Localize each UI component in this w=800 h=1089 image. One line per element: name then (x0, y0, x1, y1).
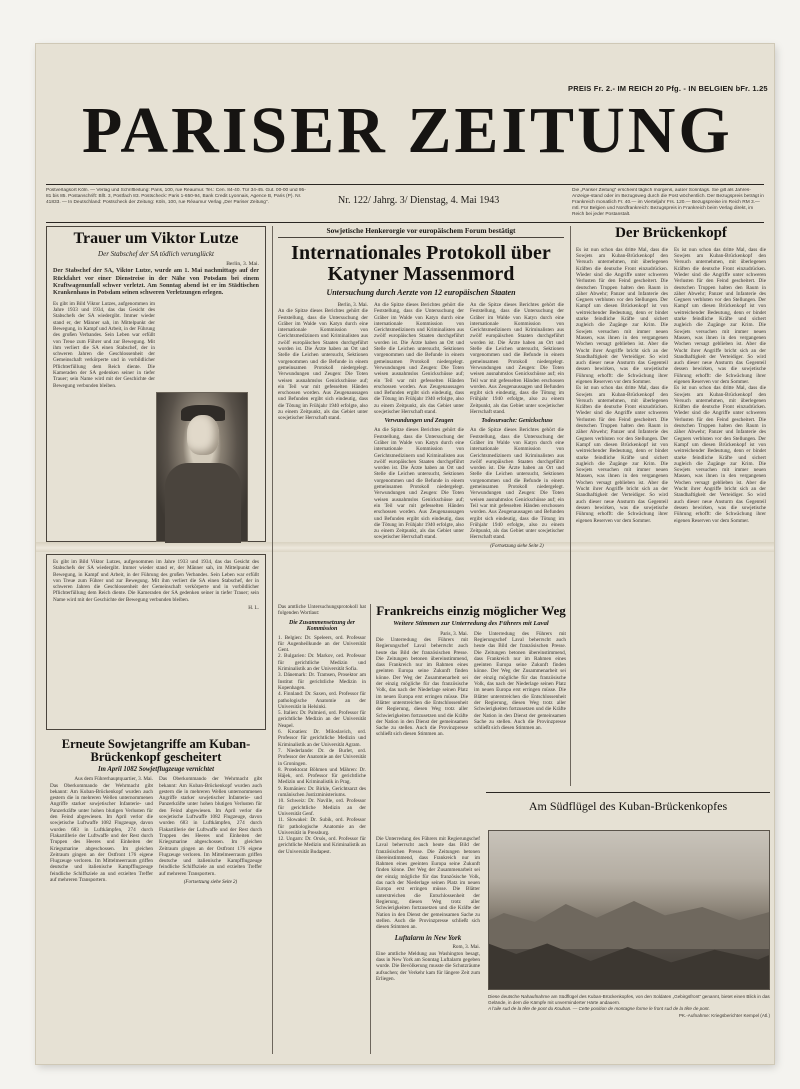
article-luftalarm (376, 836, 480, 1054)
member-5: 5. Italien: Dr. Palmieri, ord. Professor für gerichtliche Medizin an der Universität Neapel. (278, 710, 366, 729)
member-2: 2. Bulgarien: Dr. Markov, ord. Professor für gerichtliche Medizin und Kriminalistik an der Universität Sofia. (278, 653, 366, 673)
issue-line: Nr. 122/ Jahrg. 3/ Dienstag, 4. Mai 1943 (338, 195, 500, 206)
photo-headline: Am Südflügel des Kuban-Brückenkopfes (528, 799, 728, 813)
katyn-body-5: An die Spitze dieses Berichtes gehört die Feststellung, dass die Untersuchung der Gräber im Walde von Katyn durch eine internationale Kommission von Gerichtsmedizinern und Kriminalisten aus zwölf europäischen Staaten durchgeführt worden ist. Die Ärzte haben an Ort und Stelle die Leichen untersucht, Sektionen vorgenommen und die Befunde in einem gemeinsamen Protokoll niedergelegt. Verwundungen und Zeugen: Die Toten weisen ausnahmslos Genickschüsse auf; ein Teil war mit gefesselten Händen erschossen worden. Aus Zeugenaussagen und Befunden ergibt sich eindeutig, dass die Tötung im Frühjahr 1940 erfolgte, also zu einem Zeitpunkt, als das Gebiet unter sowjetischer Herrschaft stand. (470, 427, 564, 541)
column-rule-1 (272, 226, 273, 1054)
france-body-2: Die Unterredung des Führers mit Regierungschef Laval beherrscht auch heute das Bild der französischen Presse. Die Zeitungen betonen übereinstimmend, dass Frankreich nur im Rahmen eines geeinten Europa seine Zukunft finden könne. Der Weg der Zusammenarbeit sei der einzig mögliche für das französische Volk, das nach der Niederlage seinen Platz im neuen Europa erst erringen müsse. Die Blätter unterstreichen die Entschlossenheit der Regierung, diesen Weg trotz aller Schwierigkeiten fortzusetzen und die Kräfte der Nation in den Dienst der gemeinsamen Sache zu stellen. Auch die Provinzpresse schließt sich diesen Stimmen an. (474, 630, 566, 732)
masthead-title: PARISER ZEITUNG (82, 94, 733, 167)
bridgehead-col-1 (576, 247, 668, 524)
member-11: 11. Slowakei: Dr. Subik, ord. Professor für pathologische Anatomie an der Universität in Pressburg. (278, 817, 366, 836)
photo-caption-fr: A l'aile sud de la tête de pont du Kouban. — Cette position de montagne forme le front sud de la tête de pont. (488, 1006, 710, 1012)
price-line: PREIS Fr. 2.- IM REICH 20 Pfg. - IN BELGIEN bFr. 1.25 (568, 84, 768, 93)
editorial-note: Die „Pariser Zeitung“ erscheint täglich morgens, außer Sonntags. Sie gilt als Jahres-Anzeige-stand oder im Bezugsweg durch die Post wöchentlich. Der Bezugspreis beträgt in Frankreich monatlich Fr. 40.— im Vierteljahr Frs. 120.— Bezugspreise im Reich RM 3.— mtl. Für Belgien und Nordfrankreich: Bezugspreis in Frankreich beim Verlag direkt, im Reich bei jeder Postanstalt. (572, 188, 764, 217)
lutze-signature: H. L. (248, 605, 259, 612)
kuban-body: Das Oberkommando der Wehrmacht gibt bekannt: Am Kuban-Brückenkopf wurden auch gestern die in mehreren Wellen unternommenen Angriffe starker sowjetischer Infanterie- und Panzerkräfte unter hohen blutigen Verlusten für den Feind abgewiesen. Im April verlor die sowjetische Luftwaffe 1082 Flugzeuge, davon wurden 683 in Luftkämpfen, 274 durch Flakartillerie der Luftwaffe und der Rest durch Truppen des Heeres und Einheiten der Kriegsmarine abgeschossen. Im gleichen Zeitraum gingen an der Ostfront 176 eigene Flugzeuge verloren. Im Mittelmeerraum griffen deutsche und italienische Kampfflugzeuge feindliche Schiffsziele an und erzielten Treffer auf mehreren Transportern. (50, 782, 153, 883)
lutze-headline: Trauer um Viktor Lutze (73, 230, 239, 247)
katyn-col-1 (278, 302, 368, 549)
photo-caption-de: Diese deutsche Nahaufnahme am Südflügel des Kuban-Brückenkopfes, von den Soldaten „Gebirgsfront“ genannt, bietet einen Blick in das Gelände, in dem die Kämpfe mit unverminderter Härte andauern. (488, 994, 770, 1005)
member-12: 12. Ungarn: Dr. Orsós, ord. Professor für gerichtliche Medizin und Kriminalistik an der Universität Budapest. (278, 836, 366, 855)
bridgehead-columns (576, 247, 766, 524)
member-3: 3. Dänemark: Dr. Tramsen, Prosektor am Institut für gerichtliche Medizin in Kopenhagen. (278, 672, 366, 691)
member-7: 7. Niederlande: Dr. de Burlet, ord. Professor der Anatomie an der Universität in Groningen. (278, 747, 366, 767)
katyn-see-page: (Fortsetzung siehe Seite 2) (490, 543, 544, 549)
france-columns (376, 631, 566, 738)
bridgehead-body-2: Es ist nun schon das dritte Mal, dass die Sowjets am Kuban-Brückenkopf den Versuch unternehmen, mit überlegenen Kräften die deutsche Front einzudrücken. Wieder sind die Angriffe unter schweren Verlusten für den Feind gescheitert. Die deutschen Truppen halten den Raum in zäher Abwehr; Panzer und Infanterie des Gegners verbluten vor den Stellungen. Der Kampf um diesen Brückenkopf ist von weitreichender Bedeutung, denn er bindet starke feindliche Kräfte und sichert zugleich die Zugänge zur Krim. Die Sowjets versuchen mit immer neuen Massen, was ihnen in den vergangenen Wochen versagt geblieben ist. Aber die Wucht ihrer Angriffe bricht sich an der Standhaftigkeit der Verteidiger. So wird auch dieser neue Ansturm das Gegenteil dessen bewirken, was die sowjetische Führung erhofft: die Schwächung ihrer eigenen Reserven vor dem Sommer. (576, 385, 668, 524)
lutze-dateline: Berlin, 3. Mai. (226, 260, 259, 267)
katyn-kicker: Untersuchung durch Aerzte von 12 europäischen Staaten (326, 288, 516, 297)
member-9: 9. Rumänien: Dr. Birkle, Gerichtsarzt des rumänischen Justizministeriums. (278, 785, 366, 799)
member-4: 4. Finnland: Dr. Saxen, ord. Professor für pathologische Anatomie an der Universität in Helsinki. (278, 691, 366, 710)
kuban-body-2: Das Oberkommando der Wehrmacht gibt bekannt: Am Kuban-Brückenkopf wurden auch gestern die in mehreren Wellen unternommenen Angriffe starker sowjetischer Infanterie- und Panzerkräfte unter hohen blutigen Verlusten für den Feind abgewiesen. Im April verlor die sowjetische Luftwaffe 1082 Flugzeuge, davon wurden 683 in Luftkämpfen, 274 durch Flakartillerie der Luftwaffe und der Rest durch Truppen des Heeres und Einheiten der Kriegsmarine abgeschossen. Im gleichen Zeitraum gingen an der Ostfront 176 eigene Flugzeuge verloren. Im Mittelmeerraum griffen deutsche und italienische Kampfflugzeuge feindliche Schiffsziele an und erzielten Treffer auf mehreren Transportern. (159, 776, 262, 877)
protocol-members (278, 604, 366, 1054)
kuban-see-page: (Fortsetzung siehe Seite 2) (183, 880, 238, 885)
portrait-face (187, 415, 219, 455)
protocol-intro: Das amtliche Untersuchungsprotokoll hat folgenden Wortlaut: (278, 604, 366, 617)
katyn-body-3: An die Spitze dieses Berichtes gehört die Feststellung, dass die Untersuchung der Gräber im Walde von Katyn durch eine internationale Kommission von Gerichtsmedizinern und Kriminalisten aus zwölf europäischen Staaten durchgeführt worden ist. Die Ärzte haben an Ort und Stelle die Leichen untersucht, Sektionen vorgenommen und die Befunde in einem gemeinsamen Protokoll niedergelegt. Verwundungen und Zeugen: Die Toten weisen ausnahmslos Genickschüsse auf; ein Teil war mit gefesselten Händen erschossen worden. Aus Zeugenaussagen und Befunden ergibt sich eindeutig, dass die Tötung im Frühjahr 1940 erfolgte, also zu einem Zeitpunkt, als das Gebiet unter sowjetischer Herrschaft stand. (374, 427, 464, 541)
lutze-continued (46, 554, 266, 730)
france-headline: Frankreichs einzig möglicher Weg (376, 604, 566, 618)
lutze-portrait-photo (156, 392, 248, 542)
bridgehead-body-4: Es ist nun schon das dritte Mal, dass die Sowjets am Kuban-Brückenkopf den Versuch unternehmen, mit überlegenen Kräften die deutsche Front einzudrücken. Wieder sind die Angriffe unter schweren Verlusten für den Feind gescheitert. Die deutschen Truppen halten den Raum in zäher Abwehr; Panzer und Infanterie des Gegners verbluten vor den Stellungen. Der Kampf um diesen Brückenkopf ist von weitreichender Bedeutung, denn er bindet starke feindliche Kräfte und sichert zugleich die Zugänge zur Krim. Die Sowjets versuchen mit immer neuen Massen, was ihnen in den vergangenen Wochen versagt geblieben ist. Aber die Wucht ihrer Angriffe bricht sich an der Standhaftigkeit der Verteidiger. So wird auch dieser neue Ansturm das Gegenteil dessen bewirken, was die sowjetische Führung erhofft: die Schwächung ihrer eigenen Reserven vor dem Sommer. (674, 385, 766, 524)
bridgehead-headline: Der Brückenkopf (615, 226, 727, 241)
mountain-landscape-photo (488, 830, 770, 990)
photo-ridge-far (488, 889, 770, 949)
kuban-kicker: Im April 1082 Sowjetflugzeuge vernichtet (97, 766, 215, 774)
masthead-rule (46, 184, 764, 185)
article-bridgehead (576, 226, 766, 786)
portrait-coat (165, 463, 241, 543)
katyn-body-2: An die Spitze dieses Berichtes gehört die Feststellung, dass die Untersuchung der Gräber im Walde von Katyn durch eine internationale Kommission von Gerichtsmedizinern und Kriminalisten aus zwölf europäischen Staaten durchgeführt worden ist. Die Ärzte haben an Ort und Stelle die Leichen untersucht, Sektionen vorgenommen und die Befunde in einem gemeinsamen Protokoll niedergelegt. Verwundungen und Zeugen: Die Toten weisen ausnahmslos Genickschüsse auf; ein Teil war mit gefesselten Händen erschossen worden. Aus Zeugenaussagen und Befunden ergibt sich eindeutig, dass die Tötung im Frühjahr 1940 erfolgte, also zu einem Zeitpunkt, als das Gebiet unter sowjetischer Herrschaft stand. (374, 302, 464, 416)
katyn-subhead-2: Todesursache: Genickschuss (481, 418, 553, 425)
publisher-info: Postverlagsort Köln. — Verlag und Schriftleitung: Paris, 100, rue Réaumur. Tel.: Cen. 84-40. Tür 34-45. Gut. 00-00 und 95-81 bis 85. Postanschrift: Bllt. 3, Postfach 83. Postscheck: Paris 1-650-94, Bank Credit Lyonnais, Agence B, Paris (P). Nr. 41833. — In Deutschland: Postscheck der Zeitung: Köln, 100, rue Réaumur Verlag „Der Pariser Zeitung“. (46, 188, 306, 205)
kuban-col-1 (50, 776, 153, 885)
france-body: Die Unterredung des Führers mit Regierungschef Laval beherrscht auch heute das Bild der französischen Presse. Die Zeitungen betonen übereinstimmend, dass Frankreich nur im Rahmen eines geeinten Europa seine Zukunft finden könne. Der Weg der Zusammenarbeit sei der einzig mögliche für das französische Volk, das nach der Niederlage seinen Platz im neuen Europa erst erringen müsse. Die Blätter unterstreichen die Entschlossenheit der Regierung, diesen Weg trotz aller Schwierigkeiten fortzusetzen und die Kräfte der Nation in den Dienst der gemeinsamen Sache zu stellen. Auch die Provinzpresse schließt sich diesen Stimmen an. (376, 636, 468, 738)
france-col-1 (376, 631, 468, 738)
column-rule-2 (370, 604, 371, 1054)
bridgehead-body-3: Es ist nun schon das dritte Mal, dass die Sowjets am Kuban-Brückenkopf den Versuch unternehmen, mit überlegenen Kräften die deutsche Front einzudrücken. Wieder sind die Angriffe unter schweren Verlusten für den Feind gescheitert. Die deutschen Truppen halten den Raum in zäher Abwehr; Panzer und Infanterie des Gegners verbluten vor den Stellungen. Der Kampf um diesen Brückenkopf ist von weitreichender Bedeutung, denn er bindet starke feindliche Kräfte und sichert zugleich die Zugänge zur Krim. Die Sowjets versuchen mit immer neuen Massen, was ihnen in den vergangenen Wochen versagt geblieben ist. Aber die Wucht ihrer Angriffe bricht sich an der Standhaftigkeit der Verteidiger. So wird auch dieser neue Ansturm das Gegenteil dessen bewirken, was die sowjetische Führung erhofft: die Schwächung ihrer eigenen Reserven vor dem Sommer. (674, 246, 766, 385)
katyn-body-4: An die Spitze dieses Berichtes gehört die Feststellung, dass die Untersuchung der Gräber im Walde von Katyn durch eine internationale Kommission von Gerichtsmedizinern und Kriminalisten aus zwölf europäischen Staaten durchgeführt worden ist. Die Ärzte haben an Ort und Stelle die Leichen untersucht, Sektionen vorgenommen und die Befunde in einem gemeinsamen Protokoll niedergelegt. Verwundungen und Zeugen: Die Toten weisen ausnahmslos Genickschüsse auf; ein Teil war mit gefesselten Händen erschossen worden. Aus Zeugenaussagen und Befunden ergibt sich eindeutig, dass die Tötung im Frühjahr 1940 erfolgte, also zu einem Zeitpunkt, als das Gebiet unter sowjetischer Herrschaft stand. (470, 302, 564, 416)
katyn-kicker-top: Sowjetische Henkerorgie vor europäischem Forum bestätigt (278, 226, 564, 238)
photo-top-rule (486, 792, 770, 793)
katyn-col-2 (374, 302, 464, 549)
katyn-headline: Internationales Protokoll über Katyner Massenmord (291, 242, 551, 285)
kuban-dateline: Aus dem Führerhauptquartier, 3. Mai. (74, 776, 153, 783)
luftalarm-headline: Luftalarm in New York (394, 934, 462, 943)
katyn-columns (278, 302, 564, 549)
header-rule (46, 222, 764, 223)
france-kicker: Weitere Stimmen zur Unterredung des Führers mit Laval (393, 619, 549, 627)
kuban-col-2 (159, 776, 262, 885)
photo-credit: PK.-Aufnahme: Kriegsberichter Kempel (Atl.) (678, 1012, 770, 1018)
article-kuban (46, 736, 266, 1054)
lutze-body: Es gibt im Bild Viktor Lutzes, aufgenommen im Jahre 1933 und 1934, das das Gesicht des Stabschefs der SA wiedergibt. Immer wieder stand er, der Männer sah, im Mittelpunkt der Bewegung, in Kampf und Arbeit, in der Führung des großen Verbandes. Sein Leben war erfüllt von Treue zum Führer und zur Bewegung. Mit ihm verliert die SA einen Stabschef, der in schweren Jahren die Geschlossenheit der Gemeinschaft verkörperte und in vorbildlicher Pflichterfüllung dem Reich diente. Die Kameraden der SA gedenken seiner in tiefer Trauer; sein Name wird mit der Geschichte der Bewegung verbunden bleiben. (53, 300, 155, 389)
lutze-body-continued: Es gibt im Bild Viktor Lutzes, aufgenommen im Jahre 1933 und 1934, das das Gesicht des Stabschefs der SA wiedergibt. Immer wieder stand er, der Männer sah, im Mittelpunkt der Bewegung, in Kampf und Arbeit, in der Führung des großen Verbandes. Sein Leben war erfüllt von Treue zum Führer und zur Bewegung. Mit ihm verliert die SA einen Stabschef, der in schweren Jahren die Geschlossenheit der Gemeinschaft verkörperte und in vorbildlicher Pflichterfüllung dem Reich diente. Die Kameraden der SA gedenken seiner in tiefer Trauer; sein Name wird mit der Geschichte der Bewegung verbunden bleiben. (53, 559, 259, 603)
kuban-headline: Erneute Sowjetangriffe am Kuban-Brückenkopf gescheitert (61, 737, 251, 765)
member-6: 6. Kroatien: Dr. Miloslavich, ord. Professor für gerichtliche Medizin und Kriminalistik an der Universität Agram. (278, 729, 366, 748)
lutze-kicker: Der Stabschef der SA tödlich verunglückt (98, 249, 214, 258)
photo-caption (488, 994, 770, 1052)
luftalarm-dateline: Rom, 3. Mai. (452, 944, 480, 951)
katyn-body: An die Spitze dieses Berichtes gehört die Feststellung, dass die Untersuchung der Gräber im Walde von Katyn durch eine internationale Kommission von Gerichtsmedizinern und Kriminalisten aus zwölf europäischen Staaten durchgeführt worden ist. Die Ärzte haben an Ort und Stelle die Leichen untersucht, Sektionen vorgenommen und die Befunde in einem gemeinsamen Protokoll niedergelegt. Verwundungen und Zeugen: Die Toten weisen ausnahmslos Genickschüsse auf; ein Teil war mit gefesselten Händen erschossen worden. Aus Zeugenaussagen und Befunden ergibt sich eindeutig, dass die Tötung im Frühjahr 1940 erfolgte, also zu einem Zeitpunkt, als das Gebiet unter sowjetischer Herrschaft stand. (278, 308, 368, 422)
commission-heading: Die Zusammensetzung der Kommission (288, 619, 355, 632)
member-10: 10. Schweiz: Dr. Naville, ord. Professor für gerichtliche Medizin an der Universität Genf. (278, 798, 366, 817)
bridgehead-col-2 (674, 247, 766, 524)
article-katyn (278, 226, 564, 598)
lutze-lead: Der Stabschef der SA, Viktor Lutze, wurde am 1. Mai nachmittags auf der Rückfahrt vor einer Dienstreise in der Nähe von Potsdam bei einem Kraftwagenunfall schwer verletzt. Am Sonntag abend ist er im Städtischen Krankenhaus in Potsdam seinen schweren Verletzungen erlegen. (53, 267, 259, 297)
luftalarm-body: Eine amtliche Meldung aus Washington besagt, dass in New York am Sonntag Luftalarm gegeben wurde. Die Bevölkerung musste die Schutzräume aufsuchen; der Verkehr kam für längere Zeit zum Erliegen. (376, 950, 480, 982)
katyn-col-3 (470, 302, 564, 549)
kuban-columns (50, 776, 262, 885)
france-body-continued: Die Unterredung des Führers mit Regierungschef Laval beherrscht auch heute das Bild der französischen Presse. Die Zeitungen betonen übereinstimmend, dass Frankreich nur im Rahmen eines geeinten Europa seine Zukunft finden könne. Der Weg der Zusammenarbeit sei der einzig mögliche für das französische Volk, das nach der Niederlage seinen Platz im neuen Europa erst erringen müsse. Die Blätter unterstreichen die Entschlossenheit der Regierung, diesen Weg trotz aller Schwierigkeiten fortzusetzen und die Kräfte der Nation in den Dienst der gemeinsamen Sache zu stellen. Auch die Provinzpresse schließt sich diesen Stimmen an. (376, 836, 480, 931)
france-col-2 (474, 631, 566, 738)
katyn-subhead: Verwundungen und Zeugen (384, 418, 454, 425)
column-rule-3 (570, 226, 571, 786)
member-8: 8. Protektorat Böhmen und Mähren: Dr. Hájek, ord. Professor für gerichtliche Medizin und Kriminalistik in Prag. (278, 766, 366, 786)
member-1: 1. Belgien: Dr. Speleers, ord. Professor für Augenheilkunde an der Universität Gent. (278, 634, 366, 654)
katyn-dateline: Berlin, 3. Mai. (337, 302, 368, 308)
france-dateline: Paris, 3. Mai. (440, 630, 468, 637)
bridgehead-body: Es ist nun schon das dritte Mal, dass die Sowjets am Kuban-Brückenkopf den Versuch unternehmen, mit überlegenen Kräften die deutsche Front einzudrücken. Wieder sind die Angriffe unter schweren Verlusten für den Feind gescheitert. Die deutschen Truppen halten den Raum in zäher Abwehr; Panzer und Infanterie des Gegners verbluten vor den Stellungen. Der Kampf um diesen Brückenkopf ist von weitreichender Bedeutung, denn er bindet starke feindliche Kräfte und sichert zugleich die Zugänge zur Krim. Die Sowjets versuchen mit immer neuen Massen, was ihnen in den vergangenen Wochen versagt geblieben ist. Aber die Wucht ihrer Angriffe bricht sich an der Standhaftigkeit der Verteidiger. So wird auch dieser neue Ansturm das Gegenteil dessen bewirken, was die sowjetische Führung erhofft: die Schwächung ihrer eigenen Reserven vor dem Sommer. (576, 246, 668, 385)
newspaper-page (36, 44, 774, 1064)
